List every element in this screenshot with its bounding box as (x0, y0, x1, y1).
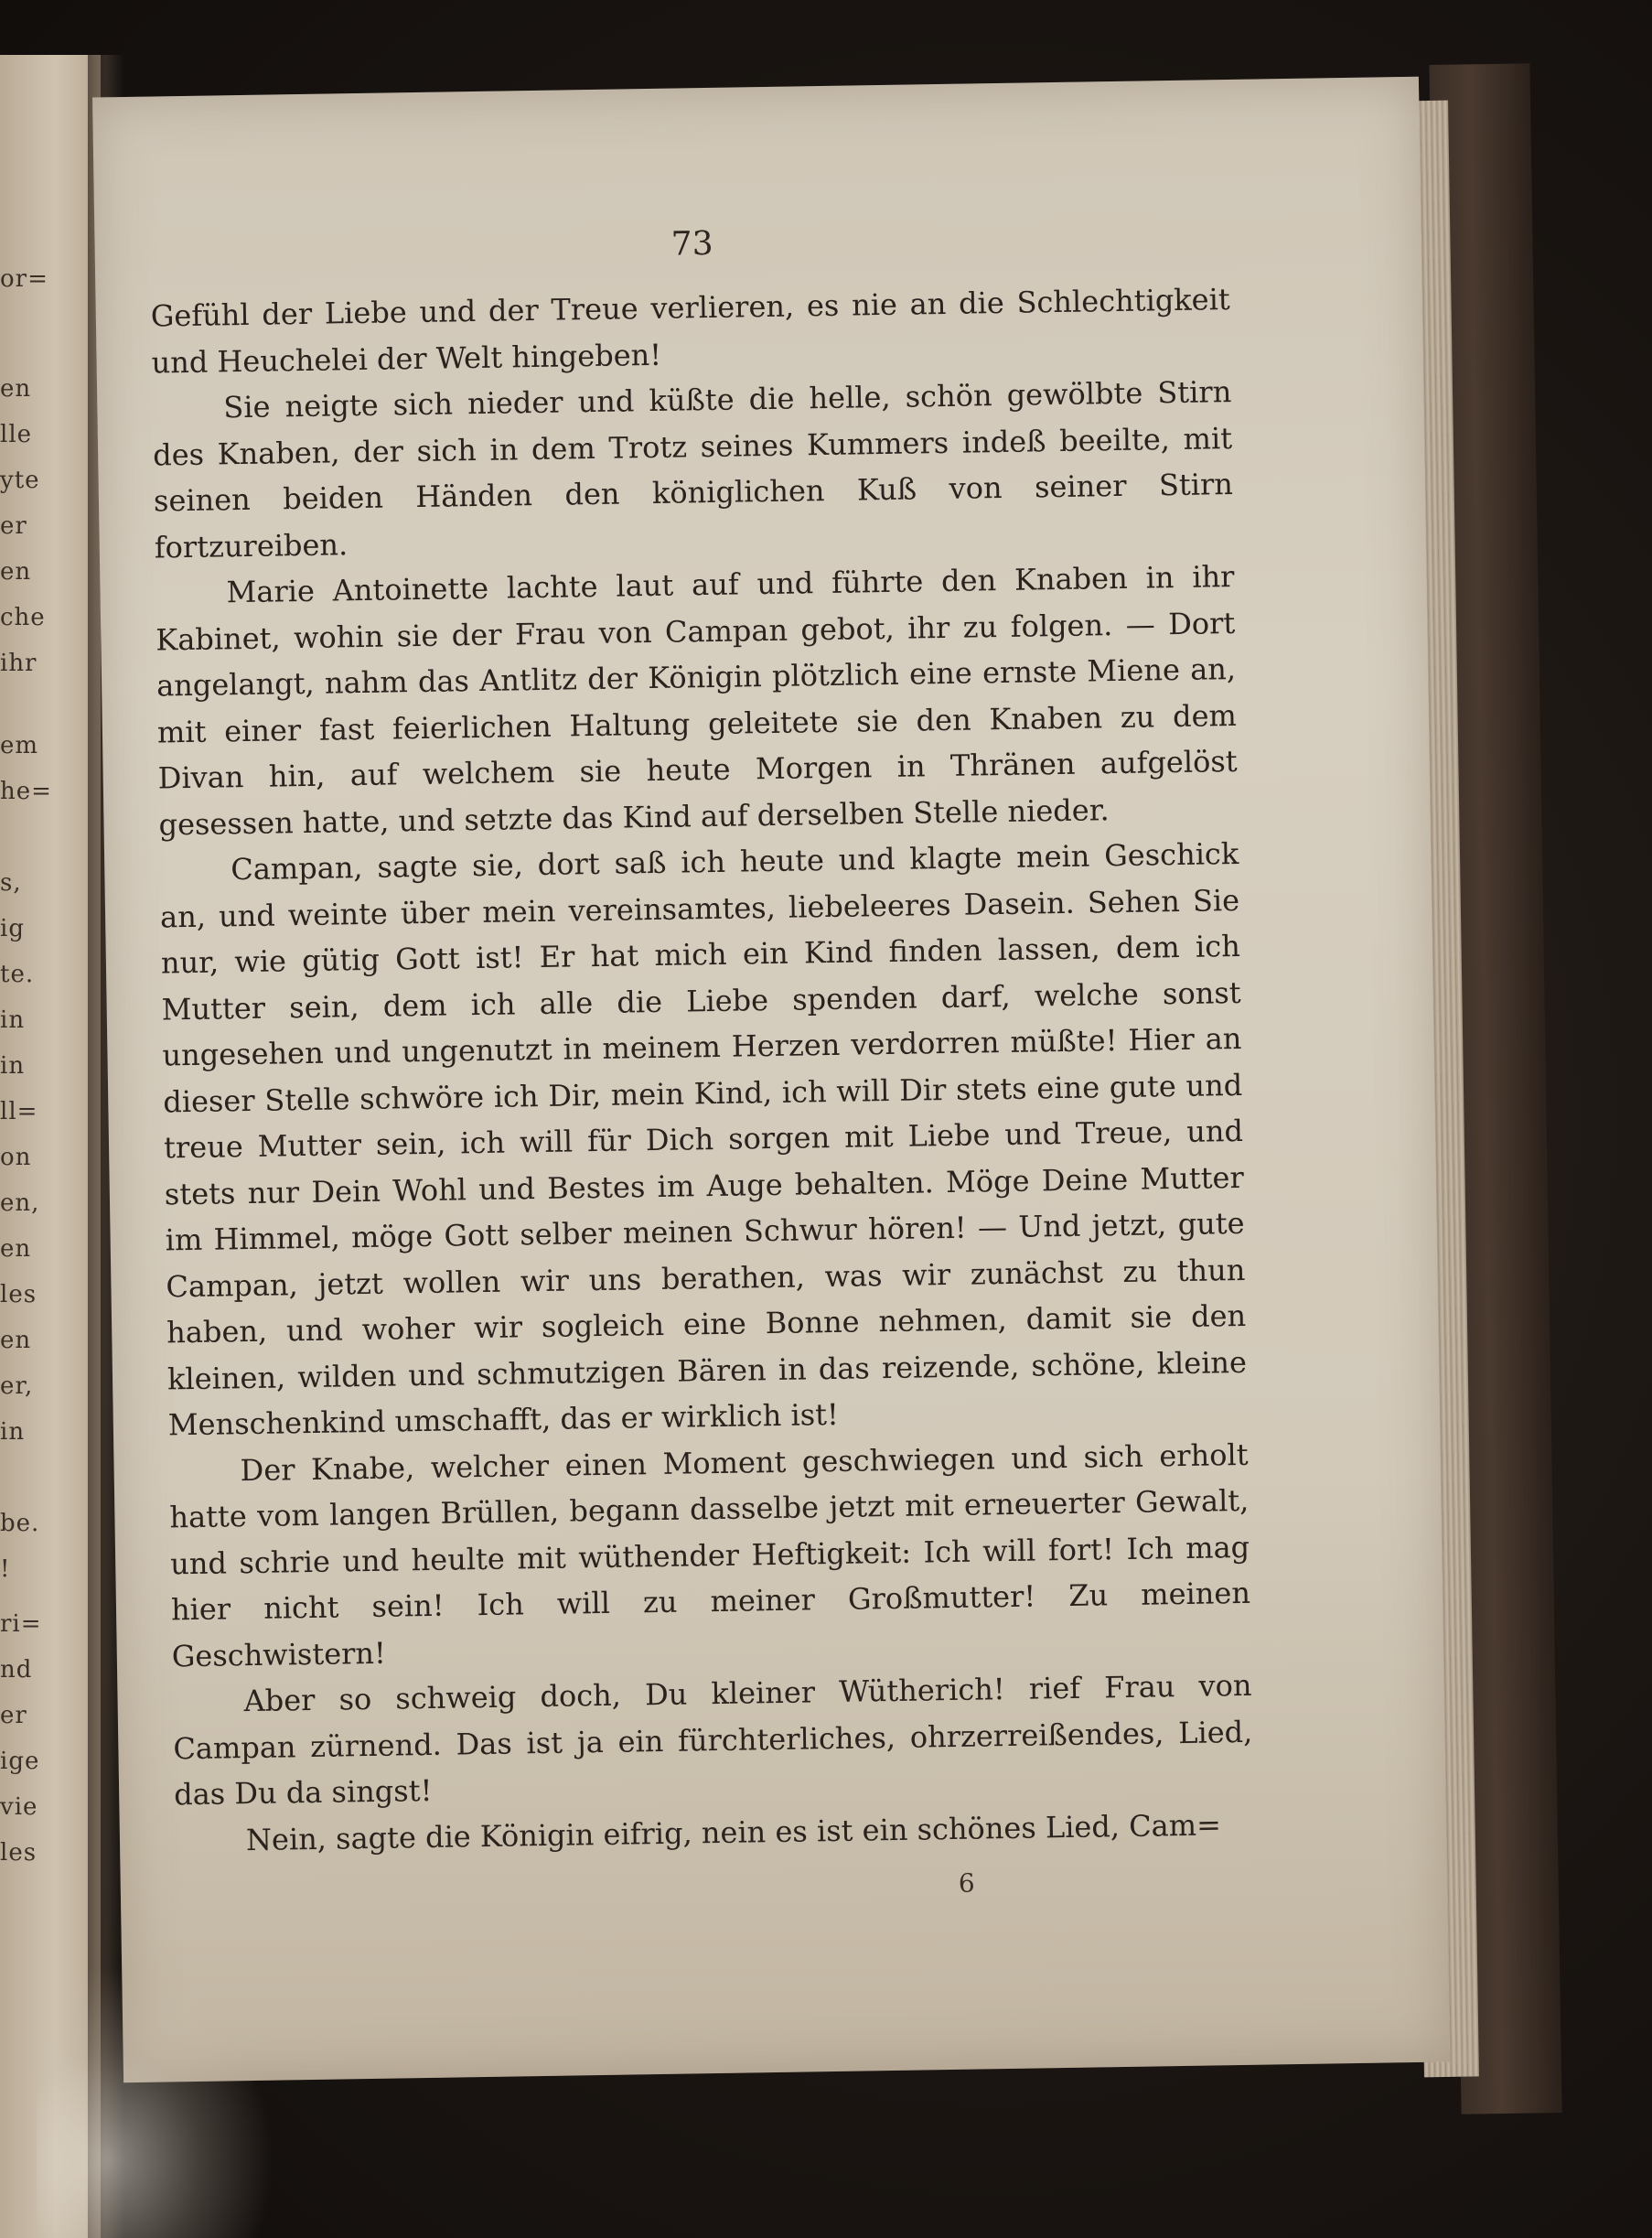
left-page-fragment: er, (0, 1372, 34, 1400)
paragraph: Sie neigte sich nieder und küßte die helle, schön gewölbte Stirn des Knaben, der sich in dem Trotz seines Kummers indeß beeilte, mit seinen beiden Händen den königlichen Kuß von seiner Stirn fortzureiben. (152, 374, 1234, 565)
left-page-fragment: ig (0, 915, 25, 942)
left-page-fragment: en (0, 558, 32, 586)
left-page-fragment: lle (0, 421, 33, 448)
left-page-fragment: ll= (0, 1098, 38, 1125)
left-page-fragment: yte (0, 467, 40, 494)
left-page-fragment: ihr (0, 650, 38, 677)
left-page-fragment: er (0, 1702, 27, 1729)
left-page-fragment: vie (0, 1793, 38, 1821)
left-page-fragment: s, (0, 869, 22, 897)
left-page-fragment: ! (0, 1555, 11, 1583)
left-page-fragment: in (0, 1052, 26, 1080)
page-text (150, 276, 1254, 1864)
left-page-fragment: in (0, 1006, 26, 1034)
left-page-fragment: em (0, 732, 39, 759)
left-page-fragment: en, (0, 1189, 40, 1217)
left-page-fragment: on (0, 1144, 32, 1171)
left-page-fragment: he= (0, 778, 52, 805)
left-page-edge (0, 55, 101, 2238)
paragraph: Gefühl der Liebe und der Treue verlieren, es nie an die Schlechtigkeit und Heuchelei der Welt hingeben! (150, 282, 1230, 381)
paragraph: Der Knabe, welcher einen Moment geschwiegen und sich erholt hatte vom langen Brüllen, begann dasselbe jetzt mit erneuerter Gewalt, und schrie und heulte mit wüthender Heftigkeit: Ich will fort! Ich mag hier nicht sein! Ich will zu meiner Großmutter! Zu meinen Geschwistern! (169, 1436, 1251, 1673)
left-page-fragment: ri= (0, 1610, 42, 1638)
left-page-fragment: in (0, 1418, 26, 1446)
left-page-fragment: nd (0, 1656, 33, 1684)
signature-mark: 6 (958, 1867, 975, 1899)
left-page-fragment: ige (0, 1748, 40, 1775)
worn-corner (37, 1967, 274, 2238)
left-page-fragment: er (0, 512, 27, 540)
paragraph: Nein, sagte die Königin eifrig, nein es ist ein schönes Lied, Cam= (245, 1806, 1222, 1857)
paragraph: Marie Antoinette lachte laut auf und führte den Knaben in ihr Kabinet, wohin sie der Frau von Campan gebot, ihr zu folgen. — Dort angelangt, nahm das Antlitz der Königin plötzlich eine ernste Miene an, mit einer fast feierlichen Haltung geleitete sie den Knaben zu dem Divan hin, auf welchem sie heute Morgen in Thränen aufgelöst gesessen hatte, und setzte das Kind auf derselben Stelle nieder. (156, 558, 1238, 842)
left-page-fragment: en (0, 1235, 32, 1263)
left-page-fragment: les (0, 1281, 38, 1308)
paragraph: Aber so schweig doch, Du kleiner Wütherich! rief Frau von Campan zürnend. Das ist ja ein fürchterliches, ohrzerreißendes, Lied, das Du da singst! (173, 1667, 1253, 1813)
left-page-fragment: en (0, 375, 32, 403)
paragraph: Campan, sagte sie, dort saß ich heute und klagte mein Geschick an, und weinte über mein vereinsamtes, liebeleeres Dasein. Sehen Sie nur, wie gütig Gott ist! Er hat mich ein Kind finden lassen, dem ich Mutter sein, dem ich alle die Liebe spenden darf, welche sonst ungesehen und ungenutzt in meinem Herzen verdorren müßte! Hier an dieser Stelle schwöre ich Dir, mein Kind, ich will Dir stets eine gute und treue Mutter sein, ich will für Dich sorgen mit Liebe und Treue, und stets nur Dein Wohl und Bestes im Auge behalten. Möge Deine Mutter im Himmel, möge Gott selber meinen Schwur hören! — Und jetzt, gute Campan, jetzt wollen wir uns berathen, was wir zunächst zu thun haben, und woher wir sogleich eine Bonne nehmen, damit sie den kleinen, wilden und schmutzigen Bären in das reizende, schöne, kleine Menschenkind umschafft, das er wirklich ist! (159, 835, 1248, 1443)
page-number: 73 (670, 224, 713, 264)
left-page-fragment: or= (0, 265, 48, 293)
left-page-fragment: che (0, 604, 46, 631)
left-page-fragment: be. (0, 1510, 40, 1537)
book-page (92, 77, 1450, 2083)
left-page-fragment: te. (0, 961, 35, 988)
left-page-fragment: les (0, 1839, 38, 1867)
left-page-fragment: en (0, 1327, 32, 1354)
